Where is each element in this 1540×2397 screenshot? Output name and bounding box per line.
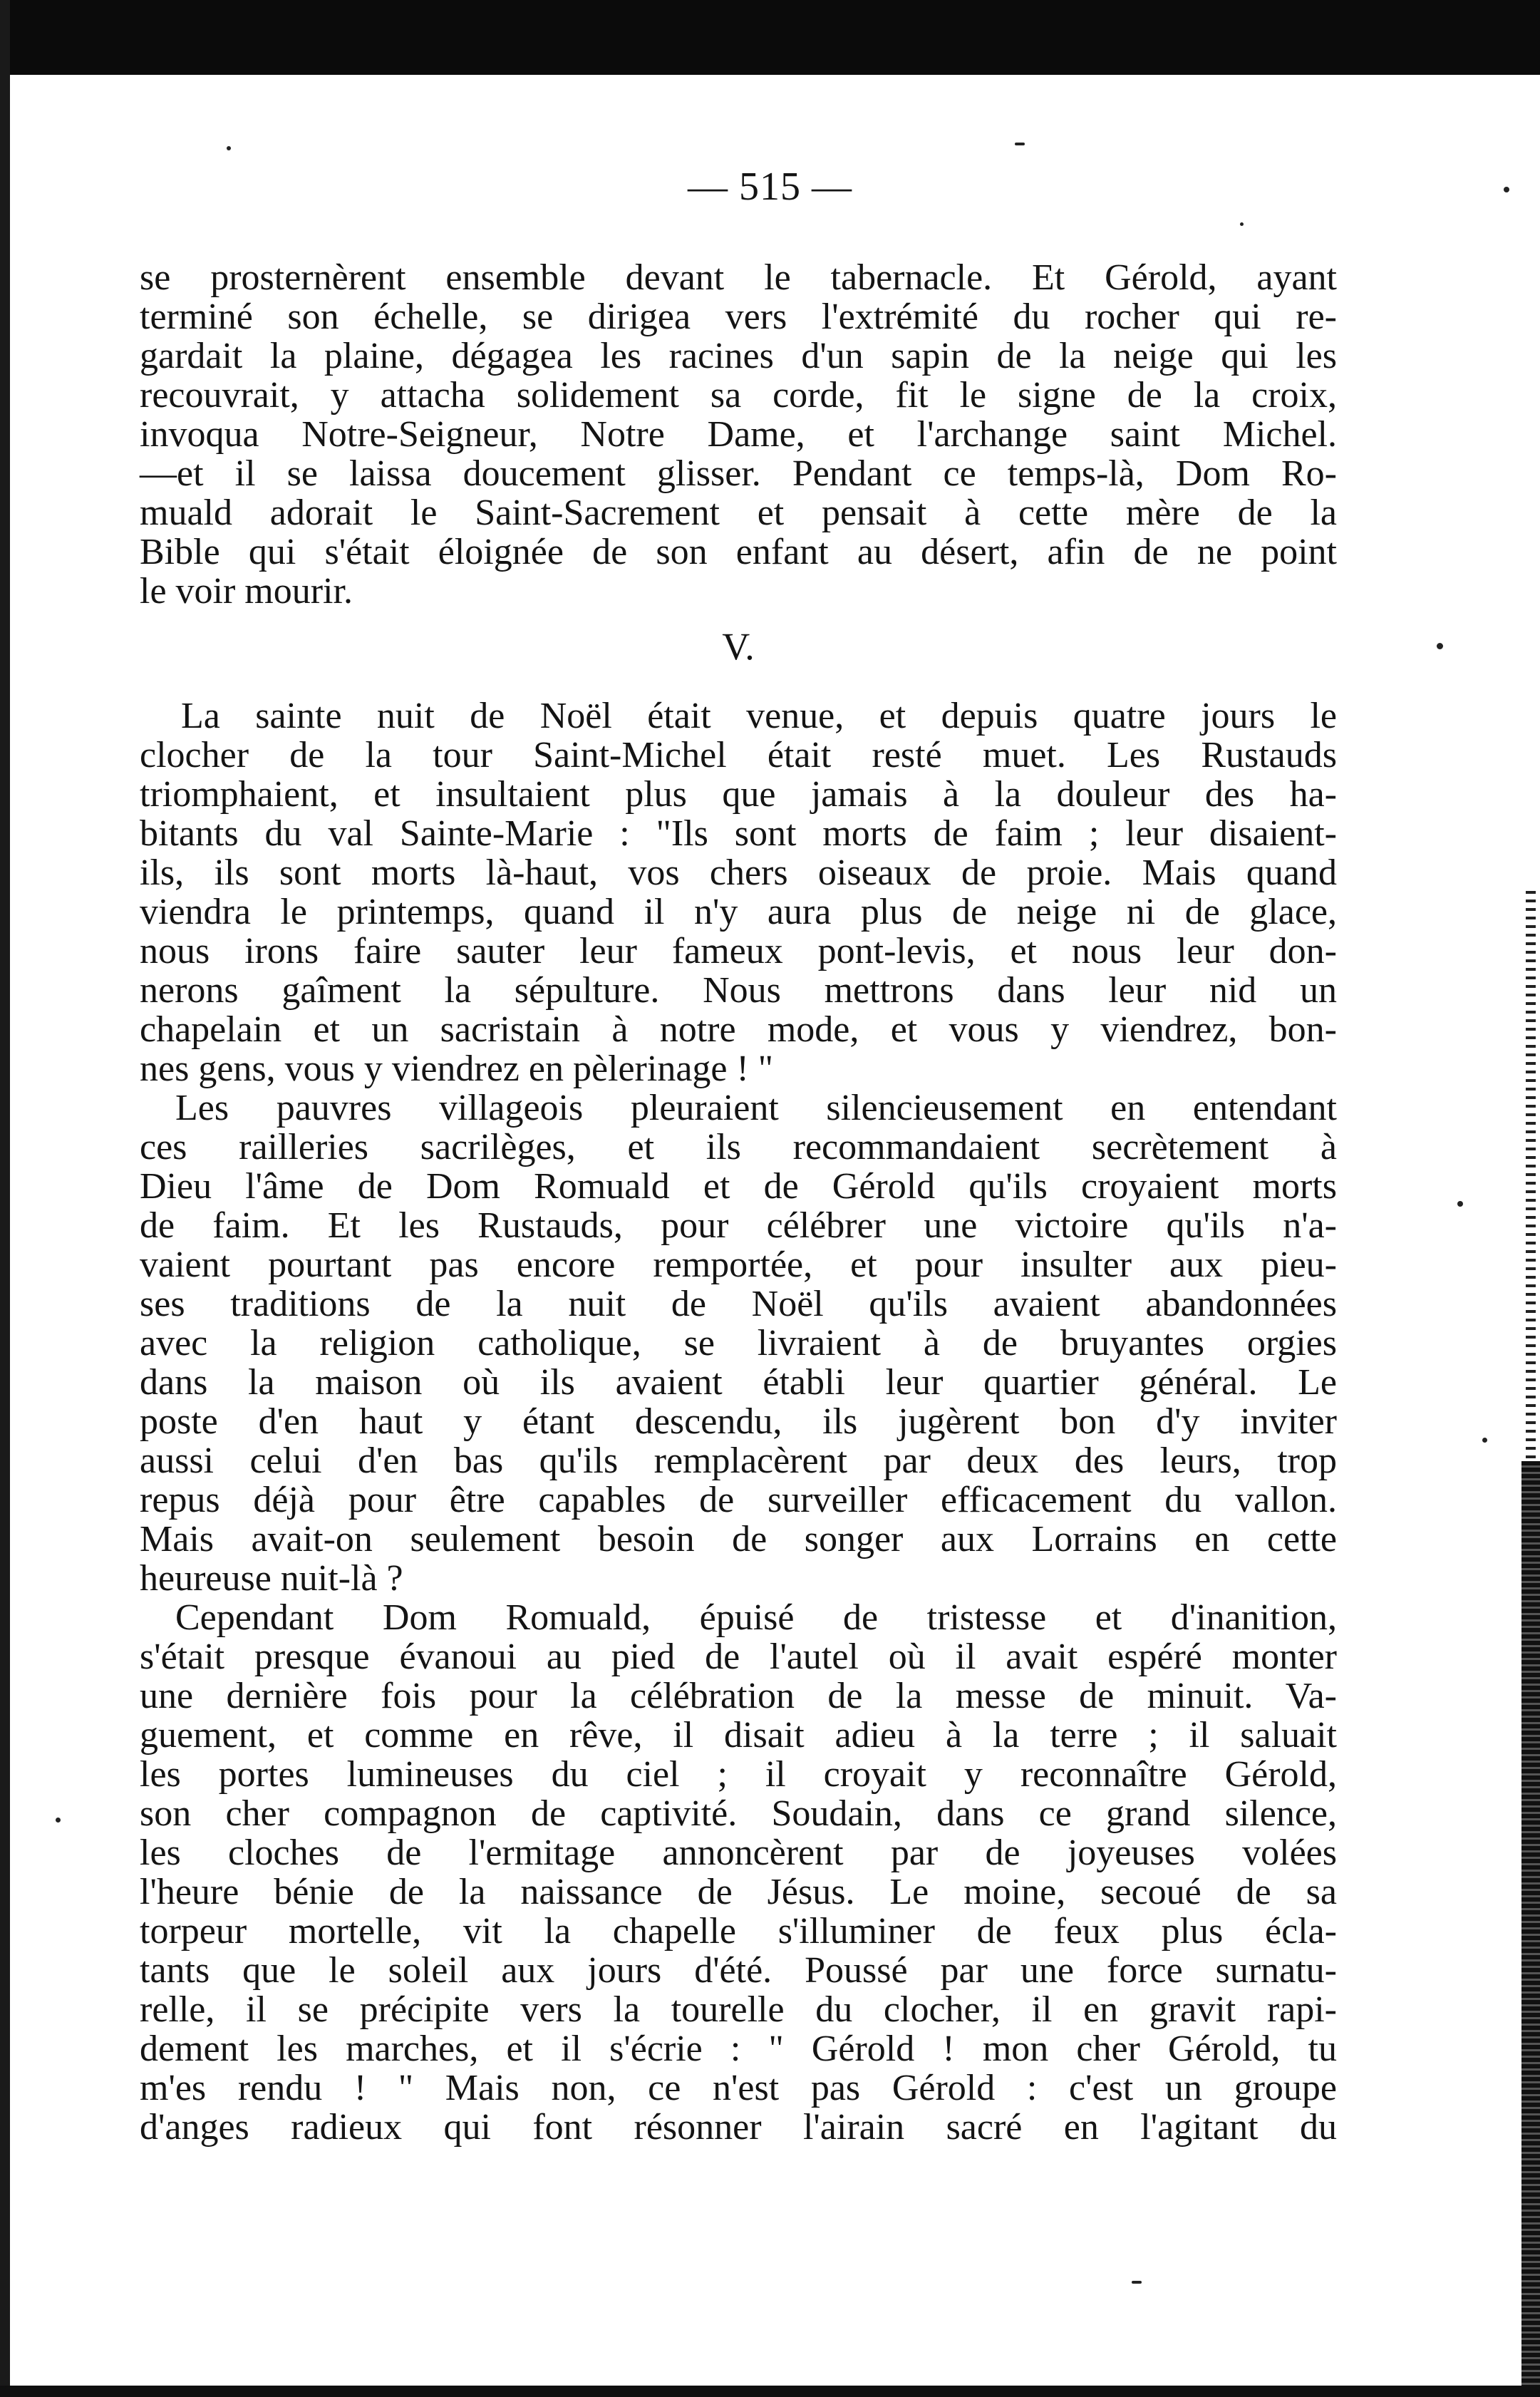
text-line: nous irons faire sauter leur fameux pont-levis, et nous leur don- <box>140 931 1337 971</box>
page-body <box>140 258 1337 2147</box>
text-line: torpeur mortelle, vit la chapelle s'illuminer de feux plus écla- <box>140 1911 1337 1952</box>
text-line: m'es rendu ! " Mais non, ce n'est pas Gérold : c'est un groupe <box>140 2068 1337 2108</box>
text-line: —et il se laissa doucement glisser. Pendant ce temps-là, Dom Ro- <box>140 453 1337 494</box>
text-line: se prosternèrent ensemble devant le tabernacle. Et Gérold, ayant <box>140 257 1337 298</box>
text-line: tants que le soleil aux jours d'été. Poussé par une force surnatu- <box>140 1950 1337 1991</box>
text-line: Cependant Dom Romuald, épuisé de tristesse et d'inanition, <box>175 1597 1337 1638</box>
text-line: guement, et comme en rêve, il disait adieu à la terre ; il saluait <box>140 1715 1337 1756</box>
text-line: vaient pourtant pas encore remportée, et pour insulter aux pieu- <box>140 1244 1337 1285</box>
text-line: Les pauvres villageois pleuraient silencieusement en entendant <box>175 1088 1337 1128</box>
scan-speck <box>1015 143 1025 145</box>
paragraph <box>140 1088 1337 1598</box>
text-line: relle, il se précipite vers la tourelle du clocher, il en gravit rapi- <box>140 1989 1337 2030</box>
scan-bottom-border <box>0 2386 1540 2397</box>
scan-speck <box>1482 1438 1487 1443</box>
text-line: les cloches de l'ermitage annoncèrent par de joyeuses volées <box>140 1832 1337 1873</box>
text-line: son cher compagnon de captivité. Soudain, dans ce grand silence, <box>140 1793 1337 1834</box>
text-line: les portes lumineuses du ciel ; il croyait y reconnaître Gérold, <box>140 1754 1337 1795</box>
text-line: aussi celui d'en bas qu'ils remplacèrent par deux des leurs, trop <box>140 1440 1337 1481</box>
text-line: nes gens, vous y viendrez en pèlerinage ! " <box>140 1048 774 1089</box>
scan-right-edge-marks <box>1526 891 1536 1461</box>
paragraph <box>140 1598 1337 2147</box>
paragraph <box>140 696 1337 1088</box>
text-line: ces railleries sacrilèges, et ils recommandaient secrètement à <box>140 1127 1337 1167</box>
text-line: triomphaient, et insultaient plus que jamais à la douleur des ha- <box>140 774 1337 815</box>
text-line: ils, ils sont morts là-haut, vos chers oiseaux de proie. Mais quand <box>140 852 1337 893</box>
scan-speck <box>227 146 231 150</box>
section-heading: V. <box>722 625 755 668</box>
text-line: une dernière fois pour la célébration de la messe de minuit. Va- <box>140 1676 1337 1716</box>
scan-left-edge <box>0 0 10 2397</box>
text-line: terminé son échelle, se dirigea vers l'extrémité du rocher qui re- <box>140 297 1337 337</box>
text-line: invoqua Notre-Seigneur, Notre Dame, et l'archange saint Michel. <box>140 414 1337 455</box>
text-line: clocher de la tour Saint-Michel était resté muet. Les Rustauds <box>140 735 1337 775</box>
scan-right-edge <box>1521 1461 1540 2397</box>
text-line: dement les marches, et il s'écrie : " Gérold ! mon cher Gérold, tu <box>140 2029 1337 2069</box>
text-line: Bible qui s'était éloignée de son enfant au désert, afin de ne point <box>140 532 1337 572</box>
text-line: bitants du val Sainte-Marie : "Ils sont morts de faim ; leur disaient- <box>140 813 1337 854</box>
text-line: s'était presque évanoui au pied de l'autel où il avait espéré monter <box>140 1636 1337 1677</box>
scan-speck <box>1437 643 1443 649</box>
text-line: le voir mourir. <box>140 571 353 612</box>
scan-top-border <box>0 0 1540 75</box>
text-line: heureuse nuit-là ? <box>140 1558 403 1599</box>
text-line: nerons gaîment la sépulture. Nous mettrons dans leur nid un <box>140 970 1337 1011</box>
text-line: poste d'en haut y étant descendu, ils jugèrent bon d'y inviter <box>140 1401 1337 1442</box>
scan-speck <box>1457 1201 1463 1207</box>
text-line: repus déjà pour être capables de surveiller efficacement du vallon. <box>140 1480 1337 1520</box>
text-line: d'anges radieux qui font résonner l'airain sacré en l'agitant du <box>140 2107 1337 2148</box>
text-line: chapelain et un sacristain à notre mode, et vous y viendrez, bon- <box>140 1009 1337 1050</box>
text-line: muald adorait le Saint-Sacrement et pensait à cette mère de la <box>140 493 1337 533</box>
scan-speck <box>1132 2281 1142 2284</box>
text-line: Dieu l'âme de Dom Romuald et de Gérold qu'ils croyaient morts <box>140 1166 1337 1207</box>
text-line: de faim. Et les Rustauds, pour célébrer une victoire qu'ils n'a- <box>140 1205 1337 1246</box>
text-line: gardait la plaine, dégagea les racines d'un sapin de la neige qui les <box>140 336 1337 376</box>
page-number: — 515 — <box>688 165 852 209</box>
scan-speck <box>1240 222 1244 226</box>
text-line: La sainte nuit de Noël était venue, et depuis quatre jours le <box>181 696 1337 736</box>
text-line: viendra le printemps, quand il n'y aura plus de neige ni de glace, <box>140 892 1337 932</box>
text-line: l'heure bénie de la naissance de Jésus. Le moine, secoué de sa <box>140 1872 1337 1912</box>
paragraph <box>140 258 1337 611</box>
text-line: Mais avait-on seulement besoin de songer aux Lorrains en cette <box>140 1519 1337 1560</box>
scan-speck <box>56 1818 61 1823</box>
text-line: ses traditions de la nuit de Noël qu'ils avaient abandonnées <box>140 1284 1337 1324</box>
text-line: avec la religion catholique, se livraient à de bruyantes orgies <box>140 1323 1337 1364</box>
text-line: dans la maison où ils avaient établi leur quartier général. Le <box>140 1362 1337 1403</box>
text-line: recouvrait, y attacha solidement sa corde, fit le signe de la croix, <box>140 375 1337 416</box>
